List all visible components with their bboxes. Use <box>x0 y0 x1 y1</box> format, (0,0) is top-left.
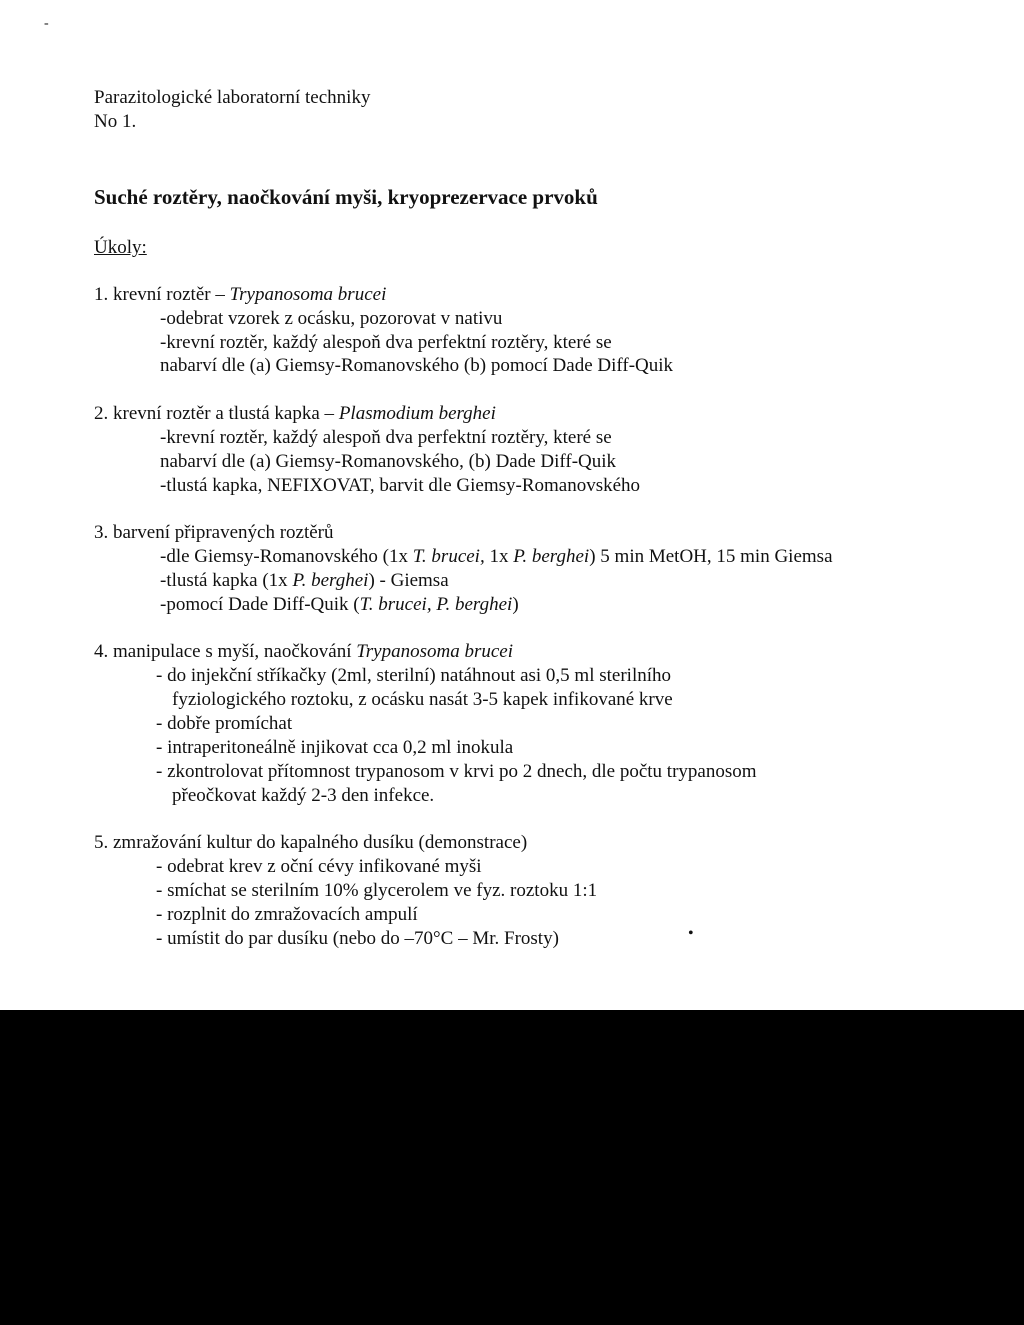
task-1-line-3: nabarví dle (a) Giemsy-Romanovského (b) pomocí Dade Diff-Quik <box>160 355 674 376</box>
task-2-line-2: nabarví dle (a) Giemsy-Romanovského, (b) Dade Diff-Quik <box>160 451 617 472</box>
task-4-line-4: - intraperitoneálně injikovat cca 0,2 ml inokula <box>156 737 514 758</box>
black-scan-band <box>0 1010 1024 1325</box>
task-1-organism: Trypanosoma brucei <box>229 284 387 305</box>
task-5-item: - smíchat se sterilním 10% glycerolem ve fyz. roztoku 1:1 <box>156 880 598 901</box>
task-2-heading <box>94 402 496 425</box>
task-2-heading-text: 2. krevní roztěr a tlustá kapka – <box>94 403 339 424</box>
task-3-line-1 <box>160 545 833 568</box>
task-4-heading <box>94 640 513 663</box>
task-4-line-6: přeočkovat každý 2-3 den infekce. <box>172 785 435 806</box>
task-5-item: - umístit do par dusíku (nebo do –70°C – Mr. Frosty) <box>156 928 559 949</box>
task-1-line-2: -krevní roztěr, každý alespoň dva perfektní roztěry, které se <box>160 332 612 353</box>
task-2-line-1: -krevní roztěr, každý alespoň dva perfektní roztěry, které se <box>160 427 612 448</box>
task-3-line-1-d: P. berghei <box>513 546 590 567</box>
task-4-line-5: - zkontrolovat přítomnost trypanosom v krvi po 2 dnech, dle počtu trypanosom <box>156 761 757 782</box>
task-3-line-3-a: -pomocí Dade Diff-Quik ( <box>160 594 360 615</box>
task-3-line-1-c: 1x <box>484 546 514 567</box>
task-3-line-1-a: -dle Giemsy-Romanovského (1x <box>160 546 413 567</box>
task-3-line-2-b: P. berghei <box>292 570 369 591</box>
task-4-heading-text: 4. manipulace s myší, naočkování <box>94 641 357 662</box>
page-title: Suché roztěry, naočkování myši, kryoprezervace prvoků <box>94 185 598 209</box>
task-3-line-3 <box>160 593 519 616</box>
task-4-organism: Trypanosoma brucei <box>356 641 513 662</box>
task-5-item: - rozplnit do zmražovacích ampulí <box>156 904 418 925</box>
task-2-line-3: -tlustá kapka, NEFIXOVAT, barvit dle Giemsy-Romanovského <box>160 475 641 496</box>
task-3-line-3-b: T. brucei, P. berghei <box>359 594 513 615</box>
task-5-item: - odebrat krev z oční cévy infikované myši <box>156 856 482 877</box>
task-1-heading <box>94 283 386 306</box>
task-3-line-2-a: -tlustá kapka (1x <box>160 570 293 591</box>
stray-dot-mark: • <box>688 925 694 942</box>
task-3-line-2 <box>160 569 449 592</box>
task-4-line-3: - dobře promíchat <box>156 713 293 734</box>
tasks-label: Úkoly: <box>94 237 147 258</box>
task-3-heading: 3. barvení připravených roztěrů <box>94 522 334 543</box>
task-2-organism: Plasmodium berghei <box>338 403 496 424</box>
task-1-heading-text: 1. krevní roztěr – <box>94 284 230 305</box>
task-3-line-1-b: T. brucei, <box>412 546 485 567</box>
task-4-line-2: fyziologického roztoku, z ocásku nasát 3-5 kapek infikované krve <box>172 689 673 710</box>
task-3-line-2-c: ) - Giemsa <box>368 570 449 591</box>
task-3-line-1-e: ) 5 min MetOH, 15 min Giemsa <box>589 546 833 567</box>
course-name: Parazitologické laboratorní techniky <box>94 87 371 108</box>
document-number: No 1. <box>94 111 137 132</box>
corner-mark: - <box>44 16 49 31</box>
task-3-line-3-c: ) <box>512 594 519 615</box>
task-4-line-1: - do injekční stříkačky (2ml, sterilní) natáhnout asi 0,5 ml sterilního <box>156 665 672 686</box>
task-5-heading: 5. zmražování kultur do kapalného dusíku (demonstrace) <box>94 832 528 853</box>
task-1-line-1: -odebrat vzorek z ocásku, pozorovat v nativu <box>160 308 503 329</box>
